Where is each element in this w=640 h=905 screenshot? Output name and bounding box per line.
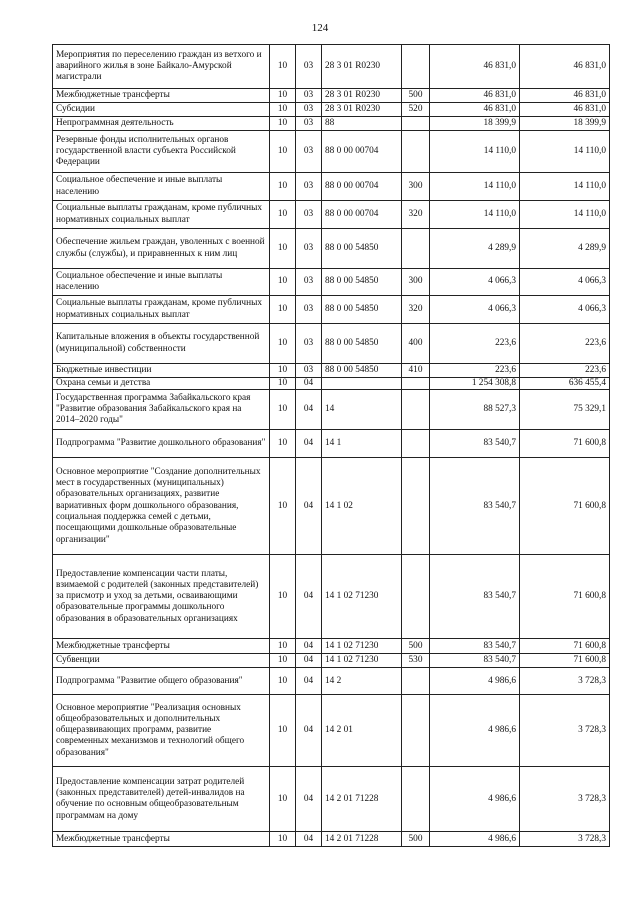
target-article-code: 88 0 00 00704 [322,173,402,201]
target-article-code: 88 0 00 00704 [322,201,402,229]
table-row [53,390,610,430]
expense-type-code: 410 [402,364,430,378]
subsection-code: 04 [296,654,322,668]
amount-1: 83 540,7 [430,430,520,458]
expense-type-code: 320 [402,201,430,229]
section-code: 10 [270,117,296,131]
table-row [53,89,610,103]
subsection-code: 03 [296,103,322,117]
amount-2: 75 329,1 [520,390,610,430]
expense-type-code: 530 [402,654,430,668]
item-name: Капитальные вложения в объекты государственной (муниципальной) собственности [53,324,270,364]
amount-2: 14 110,0 [520,201,610,229]
section-code: 10 [270,430,296,458]
subsection-code: 03 [296,173,322,201]
section-code: 10 [270,103,296,117]
expense-type-code: 500 [402,639,430,654]
section-code: 10 [270,668,296,695]
target-article-code: 14 [322,390,402,430]
target-article-code: 28 3 01 R0230 [322,45,402,89]
amount-1: 4 986,6 [430,695,520,767]
table-row [53,103,610,117]
target-article-code: 14 1 02 [322,458,402,555]
amount-1: 14 110,0 [430,201,520,229]
amount-2: 3 728,3 [520,695,610,767]
target-article-code: 28 3 01 R0230 [322,89,402,103]
table-row [53,269,610,296]
amount-1: 4 986,6 [430,767,520,832]
section-code: 10 [270,378,296,390]
item-name: Государственная программа Забайкальского края "Развитие образования Забайкальского края на 2014–2020 годы" [53,390,270,430]
amount-2: 46 831,0 [520,103,610,117]
expense-type-code [402,430,430,458]
target-article-code: 88 0 00 54850 [322,296,402,324]
amount-1: 14 110,0 [430,131,520,173]
subsection-code: 04 [296,695,322,767]
subsection-code: 03 [296,131,322,173]
item-name: Основное мероприятие "Реализация основных общеобразовательных и дополнительных общеразвивающих программ, развитие современных механизмов и технологий общего образования" [53,695,270,767]
amount-2: 71 600,8 [520,555,610,639]
table-row [53,555,610,639]
section-code: 10 [270,832,296,847]
target-article-code [322,378,402,390]
expense-type-code: 320 [402,296,430,324]
amount-2: 46 831,0 [520,89,610,103]
section-code: 10 [270,390,296,430]
target-article-code: 88 [322,117,402,131]
subsection-code: 03 [296,269,322,296]
item-name: Охрана семьи и детства [53,378,270,390]
item-name: Социальное обеспечение и иные выплаты населению [53,173,270,201]
subsection-code: 04 [296,668,322,695]
amount-1: 4 066,3 [430,296,520,324]
target-article-code: 14 2 01 [322,695,402,767]
section-code: 10 [270,229,296,269]
item-name: Субсидии [53,103,270,117]
item-name: Межбюджетные трансферты [53,89,270,103]
expense-type-code [402,390,430,430]
target-article-code: 88 0 00 54850 [322,364,402,378]
table-row [53,458,610,555]
section-code: 10 [270,767,296,832]
section-code: 10 [270,89,296,103]
section-code: 10 [270,458,296,555]
subsection-code: 03 [296,229,322,269]
section-code: 10 [270,555,296,639]
table-row [53,229,610,269]
item-name: Межбюджетные трансферты [53,832,270,847]
amount-1: 83 540,7 [430,654,520,668]
target-article-code: 14 1 [322,430,402,458]
table-row [53,832,610,847]
table-row [53,173,610,201]
table-row [53,364,610,378]
target-article-code: 14 1 02 71230 [322,639,402,654]
subsection-code: 04 [296,378,322,390]
amount-1: 223,6 [430,324,520,364]
subsection-code: 04 [296,767,322,832]
target-article-code: 14 1 02 71230 [322,654,402,668]
expense-type-code [402,555,430,639]
table-row [53,296,610,324]
amount-1: 46 831,0 [430,103,520,117]
amount-2: 71 600,8 [520,430,610,458]
amount-2: 3 728,3 [520,767,610,832]
section-code: 10 [270,201,296,229]
amount-2: 4 289,9 [520,229,610,269]
budget-table [52,44,610,847]
target-article-code: 88 0 00 54850 [322,324,402,364]
target-article-code: 88 0 00 00704 [322,131,402,173]
amount-2: 223,6 [520,324,610,364]
amount-1: 83 540,7 [430,458,520,555]
amount-2: 3 728,3 [520,832,610,847]
table-row [53,639,610,654]
target-article-code: 14 2 01 71228 [322,767,402,832]
section-code: 10 [270,639,296,654]
amount-1: 14 110,0 [430,173,520,201]
table-row [53,668,610,695]
amount-2: 14 110,0 [520,173,610,201]
item-name: Подпрограмма "Развитие дошкольного образования" [53,430,270,458]
expense-type-code [402,131,430,173]
amount-2: 4 066,3 [520,269,610,296]
amount-1: 18 399,9 [430,117,520,131]
target-article-code: 14 2 01 71228 [322,832,402,847]
section-code: 10 [270,173,296,201]
item-name: Бюджетные инвестиции [53,364,270,378]
expense-type-code [402,117,430,131]
amount-2: 223,6 [520,364,610,378]
table-row [53,654,610,668]
table-row [53,201,610,229]
amount-1: 4 986,6 [430,668,520,695]
item-name: Межбюджетные трансферты [53,639,270,654]
subsection-code: 03 [296,364,322,378]
expense-type-code: 400 [402,324,430,364]
expense-type-code [402,695,430,767]
amount-1: 83 540,7 [430,555,520,639]
section-code: 10 [270,654,296,668]
section-code: 10 [270,364,296,378]
section-code: 10 [270,269,296,296]
table-row [53,131,610,173]
section-code: 10 [270,296,296,324]
section-code: 10 [270,131,296,173]
amount-2: 4 066,3 [520,296,610,324]
table-row [53,45,610,89]
item-name: Предоставление компенсации части платы, взимаемой с родителей (законных представителей) за присмотр и уход за детьми, осваивающими образовательные программы дошкольного образования в образовательных организациях [53,555,270,639]
amount-2: 14 110,0 [520,131,610,173]
item-name: Подпрограмма "Развитие общего образования" [53,668,270,695]
expense-type-code [402,767,430,832]
expense-type-code [402,668,430,695]
subsection-code: 04 [296,458,322,555]
amount-1: 223,6 [430,364,520,378]
amount-1: 4 289,9 [430,229,520,269]
target-article-code: 14 1 02 71230 [322,555,402,639]
amount-2: 46 831,0 [520,45,610,89]
subsection-code: 03 [296,117,322,131]
amount-2: 3 728,3 [520,668,610,695]
amount-1: 88 527,3 [430,390,520,430]
expense-type-code: 500 [402,832,430,847]
expense-type-code [402,229,430,269]
amount-2: 71 600,8 [520,654,610,668]
target-article-code: 14 2 [322,668,402,695]
subsection-code: 03 [296,296,322,324]
amount-1: 4 066,3 [430,269,520,296]
table-row [53,378,610,390]
amount-1: 46 831,0 [430,45,520,89]
amount-1: 46 831,0 [430,89,520,103]
subsection-code: 04 [296,390,322,430]
subsection-code: 03 [296,89,322,103]
expense-type-code [402,458,430,555]
item-name: Субвенции [53,654,270,668]
item-name: Резервные фонды исполнительных органов государственной власти субъекта Российской Федерации [53,131,270,173]
item-name: Непрограммная деятельность [53,117,270,131]
section-code: 10 [270,695,296,767]
item-name: Мероприятия по переселению граждан из ветхого и аварийного жилья в зоне Байкало-Амурской магистрали [53,45,270,89]
target-article-code: 28 3 01 R0230 [322,103,402,117]
item-name: Предоставление компенсации затрат родителей (законных представителей) детей-инвалидов на обучение по основным общеобразовательным программам на дому [53,767,270,832]
item-name: Социальные выплаты гражданам, кроме публичных нормативных социальных выплат [53,296,270,324]
subsection-code: 03 [296,45,322,89]
expense-type-code: 500 [402,89,430,103]
amount-2: 18 399,9 [520,117,610,131]
table-row [53,324,610,364]
subsection-code: 04 [296,832,322,847]
expense-type-code [402,378,430,390]
amount-1: 83 540,7 [430,639,520,654]
subsection-code: 04 [296,555,322,639]
subsection-code: 04 [296,430,322,458]
target-article-code: 88 0 00 54850 [322,229,402,269]
table-row [53,430,610,458]
subsection-code: 03 [296,201,322,229]
section-code: 10 [270,324,296,364]
section-code: 10 [270,45,296,89]
budget-table-body [53,45,610,847]
table-row [53,767,610,832]
subsection-code: 03 [296,324,322,364]
expense-type-code: 300 [402,173,430,201]
expense-type-code: 520 [402,103,430,117]
table-row [53,117,610,131]
expense-type-code [402,45,430,89]
subsection-code: 04 [296,639,322,654]
item-name: Социальные выплаты гражданам, кроме публичных нормативных социальных выплат [53,201,270,229]
amount-2: 71 600,8 [520,458,610,555]
target-article-code: 88 0 00 54850 [322,269,402,296]
page-number: 124 [311,22,329,34]
item-name: Социальное обеспечение и иные выплаты населению [53,269,270,296]
amount-1: 1 254 308,8 [430,378,520,390]
amount-2: 636 455,4 [520,378,610,390]
amount-1: 4 986,6 [430,832,520,847]
amount-2: 71 600,8 [520,639,610,654]
item-name: Обеспечение жильем граждан, уволенных с военной службы (службы), и приравненных к ним лиц [53,229,270,269]
expense-type-code: 300 [402,269,430,296]
item-name: Основное мероприятие "Создание дополнительных мест в государственных (муниципальных) образовательных организациях, развитие вариативных форм дошкольного образования, социальная поддержка семей с детьми, посещающими дошкольные образовательные организации" [53,458,270,555]
table-row [53,695,610,767]
